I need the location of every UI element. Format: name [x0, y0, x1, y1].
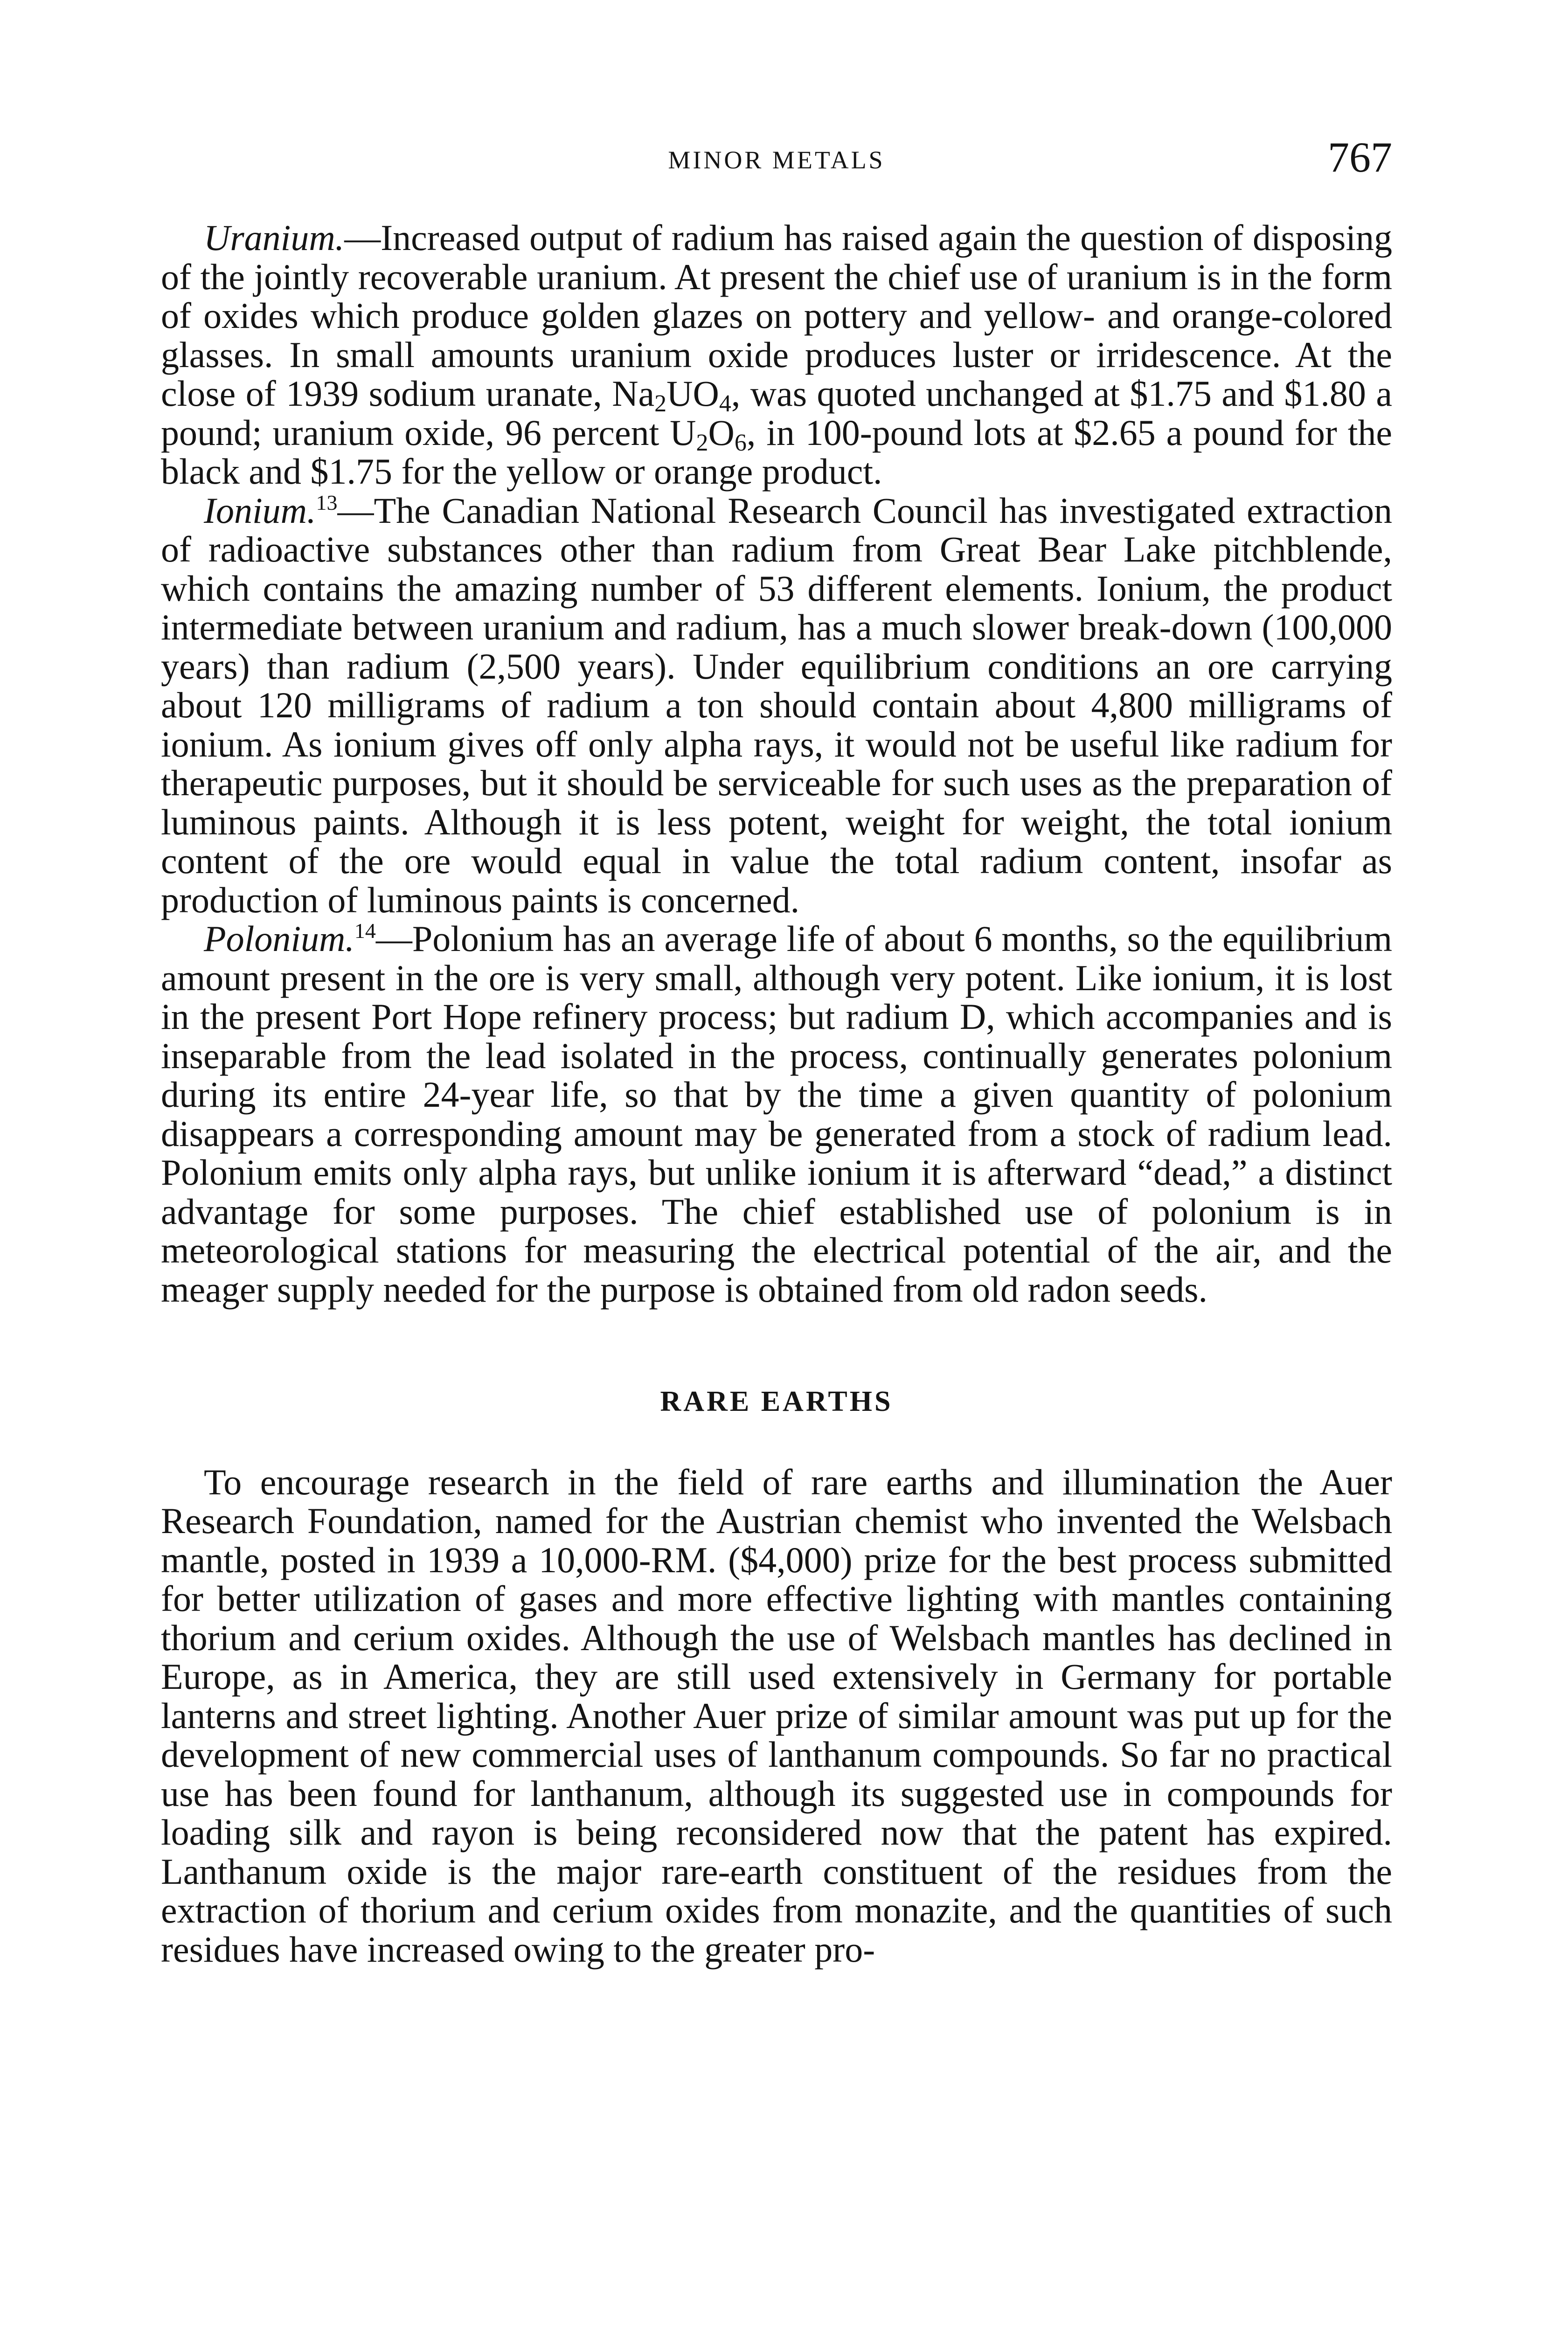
uranium-text-4: O	[708, 412, 735, 453]
polonium-lead: Polonium.	[204, 918, 354, 959]
uranium-text-1: —Increased output of radium has raised again the question of disposing of the jointly recoverable uranium. At present the chief use of uranium is in the form of oxides which produce golden glazes on pottery and yellow- and orange-colored glasses. In small amounts uranium oxide produces luster or irridescence. At the close of 1939 sodium uranate, Na	[161, 217, 1392, 414]
ionium-text: —The Canadian National Research Council has investigated extraction of radioactive substances other than radium from Great Bear Lake pitchblende, which contains the amazing number of 53 different elements. Ionium, the product intermediate between uranium and radium, has a much slower break-down (100,000 years) than radium (2,500 years). Under equilibrium conditions an ore carrying about 120 milligrams of radium a ton should contain about 4,800 milligrams of ionium. As ionium gives off only alpha rays, it would not be useful like radium for therapeutic purposes, but it should be serviceable for such uses as the preparation of luminous paints. Although it is less potent, weight for weight, the total ionium content of the ore would equal in value the total radium content, insofar as production of luminous paints is concerned.	[161, 490, 1392, 920]
uranium-text-5: , in 100-pound lots at $2.65 a pound for the black and $1.75 for the yellow or orange product.	[161, 412, 1393, 492]
page-body	[161, 218, 1392, 1969]
polonium-paragraph	[161, 919, 1392, 1309]
page-number: 767	[1328, 133, 1392, 181]
uranium-lead: Uranium.	[204, 217, 345, 258]
uranium-subscript-3: 2	[696, 429, 708, 456]
uranium-subscript-1: 2	[654, 390, 667, 417]
footnote-ref-13: 13	[316, 490, 338, 514]
polonium-text: —Polonium has an average life of about 6 months, so the equilibrium amount present in the ore is very small, although very potent. Like ionium, it is lost in the present Port Hope refinery process; but radium D, which accompanies and is inseparable from the lead isolated in the process, continually generates polonium during its entire 24-year life, so that by the time a given quantity of polonium disappears a corresponding amount may be generated from a stock of radium lead. Polonium emits only alpha rays, but unlike ionium it is afterward “dead,” a distinct advantage for some purposes. The chief established use of polonium is in meteorological stations for measuring the electrical potential of the air, and the meager supply needed for the purpose is obtained from old radon seeds.	[161, 918, 1392, 1310]
uranium-paragraph	[161, 218, 1392, 491]
ionium-paragraph	[161, 491, 1392, 920]
uranium-text-2: UO	[666, 373, 719, 414]
running-head: MINOR METALS	[668, 146, 885, 174]
ionium-lead: Ionium.	[204, 490, 316, 531]
uranium-text-3: , was quoted unchanged at $1.75 and $1.80 a pound; uranium oxide, 96 percent U	[161, 373, 1392, 453]
section-heading-rare-earths: RARE EARTHS	[660, 1386, 893, 1417]
rare-earths-paragraph: To encourage research in the field of rare earths and illumination the Auer Research Foundation, named for the Austrian chemist who invented the Welsbach mantle, posted in 1939 a 10,000-RM. ($4,000) prize for the best process submitted for better utilization of gases and more effective lighting with mantles containing thorium and cerium oxides. Although the use of Welsbach mantles has declined in Europe, as in America, they are still used extensively in Germany for portable lanterns and street lighting. Another Auer prize of similar amount was put up for the development of new commercial uses of lanthanum compounds. So far no practical use has been found for lanthanum, although its suggested use in compounds for loading silk and rayon is being reconsidered now that the patent has expired. Lanthanum oxide is the major rare-earth constituent of the residues from the extraction of thorium and cerium oxides from monazite, and the quantities of such residues have increased owing to the greater pro-	[161, 1461, 1392, 1970]
page-header	[161, 129, 1392, 185]
uranium-subscript-4: 6	[734, 429, 747, 456]
footnote-ref-14: 14	[354, 919, 376, 943]
uranium-subscript-2: 4	[719, 390, 731, 417]
